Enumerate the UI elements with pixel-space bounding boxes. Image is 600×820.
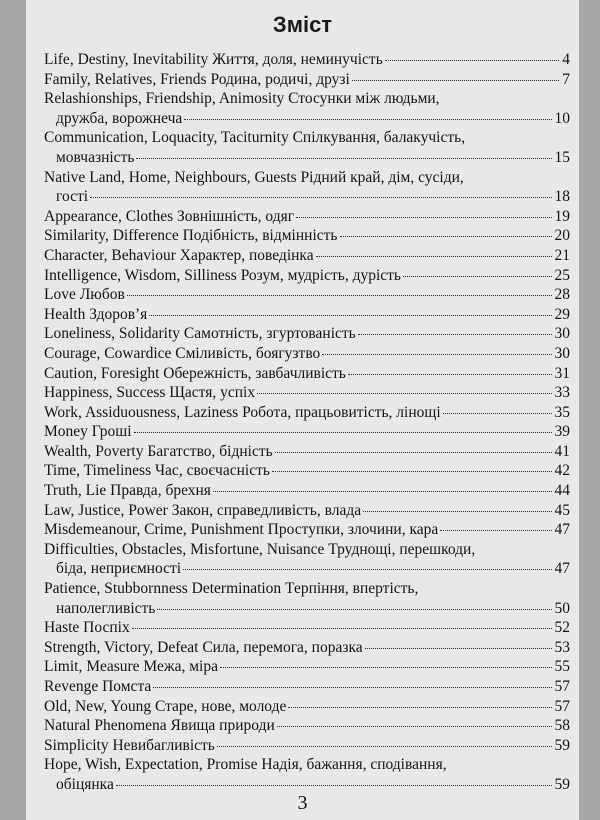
dot-leader	[288, 707, 551, 708]
toc-entry-title-continued: наполегливість	[56, 599, 156, 617]
toc-entry	[44, 364, 570, 384]
toc-page-number: 55	[554, 658, 570, 676]
toc-page-number: 19	[554, 207, 570, 225]
toc-entry	[44, 89, 570, 128]
dot-leader	[136, 158, 551, 159]
toc-entry	[44, 716, 570, 736]
dot-leader	[217, 746, 552, 747]
toc-entry-title: Similarity, Difference Подібність, відмінність	[44, 227, 338, 245]
toc-entry-title: Patience, Stubbornness Determination Терпіння, впертість,	[44, 580, 419, 598]
page-number: 3	[297, 792, 308, 814]
toc-entry	[44, 755, 570, 794]
toc-page-number: 10	[554, 109, 570, 127]
toc-entry-title: Truth, Lie Правда, брехня	[44, 482, 211, 500]
dot-leader	[316, 256, 552, 257]
toc-page-number: 42	[554, 462, 570, 480]
toc-entry-title: Appearance, Clothes Зовнішність, одяг	[44, 207, 295, 225]
toc-entry	[44, 324, 570, 344]
toc-entry-title: Law, Justice, Power Закон, справедливість, влада	[44, 501, 362, 519]
toc-entry-title-continued: дружба, ворожнеча	[56, 109, 183, 127]
toc-entry-title: Difficulties, Obstacles, Misfortune, Nuisance Труднощі, перешкоди,	[44, 540, 476, 558]
toc-entry-title: Simplicity Невибагливість	[44, 736, 215, 754]
toc-page-number: 57	[554, 697, 570, 715]
toc-entry	[44, 246, 570, 266]
toc-entry-title: Hope, Wish, Expectation, Promise Надія, бажання, сподівання,	[44, 756, 447, 774]
toc-entry-title-continued: біда, неприємності	[56, 560, 182, 578]
dot-leader	[358, 334, 552, 335]
toc-page-number: 57	[554, 678, 570, 695]
toc-entry	[44, 50, 570, 70]
toc-entry-title: Caution, Foresight Обережність, завбачливість	[44, 364, 346, 382]
toc-entry-title: Character, Behaviour Характер, поведінка	[44, 246, 314, 264]
toc-entry	[44, 266, 570, 286]
toc-entry	[44, 70, 570, 90]
toc-entry	[44, 579, 570, 618]
page-title: Зміст	[272, 12, 333, 37]
dot-leader	[116, 785, 552, 786]
dot-leader	[213, 491, 552, 492]
toc-entry	[44, 520, 570, 540]
dot-leader	[184, 119, 551, 120]
toc-entry	[44, 461, 570, 481]
toc-entry-title: Limit, Measure Межа, міра	[44, 658, 218, 676]
dot-leader	[352, 80, 559, 81]
toc-page-number: 15	[554, 148, 570, 166]
dot-leader	[257, 393, 551, 394]
toc-page-number: 45	[554, 501, 570, 519]
toc-entry	[44, 128, 570, 167]
dot-leader	[149, 315, 551, 316]
toc-entry-title: Family, Relatives, Friends Родина, родичі, друзі	[44, 70, 350, 88]
toc-page-number: 4	[562, 51, 570, 68]
dot-leader	[348, 374, 552, 375]
toc-entry-title: Time, Timeliness Час, своєчасність	[44, 462, 270, 480]
toc-entry-title: Native Land, Home, Neighbours, Guests Рідний край, дім, сусіди,	[44, 168, 464, 186]
toc-entry	[44, 226, 570, 246]
toc-entry	[44, 403, 570, 423]
dot-leader	[443, 413, 552, 414]
toc-entry	[44, 207, 570, 227]
toc-page-number: 25	[554, 266, 570, 284]
toc-entry-title-continued: обіцянка	[56, 775, 114, 793]
toc-page-number: 31	[554, 364, 570, 382]
dot-leader	[275, 452, 552, 453]
dot-leader	[365, 648, 552, 649]
toc-entry	[44, 344, 570, 364]
toc-entry	[44, 383, 570, 403]
toc-page-number: 28	[554, 286, 570, 304]
toc-page-number: 20	[554, 227, 570, 245]
toc-page-number: 29	[554, 305, 570, 323]
toc-entry	[44, 540, 570, 579]
toc-entry-title: Strength, Victory, Defeat Сила, перемога, поразка	[44, 638, 363, 656]
toc-entry-title: Loneliness, Solidarity Самотність, згуртованість	[44, 325, 356, 343]
dot-leader	[403, 276, 552, 277]
toc-page-number: 30	[554, 325, 570, 343]
toc-page-number: 59	[554, 775, 570, 793]
dot-leader	[277, 726, 552, 727]
toc-entry-title-continued: мовчазність	[56, 148, 135, 166]
dot-leader	[272, 471, 552, 472]
toc-entry	[44, 305, 570, 325]
toc-entry	[44, 422, 570, 442]
dot-leader	[157, 609, 551, 610]
toc-entry-title: Wealth, Poverty Багатство, бідність	[44, 442, 273, 460]
toc-page-number: 59	[554, 736, 570, 754]
toc-page-number: 35	[554, 403, 570, 421]
toc-entry-title: Courage, Cowardice Сміливість, боягузтво	[44, 344, 321, 362]
toc-entry	[44, 442, 570, 462]
toc-entry-title: Relashionships, Friendship, Animosity Стосунки між людьми,	[44, 90, 440, 108]
toc-entry	[44, 736, 570, 756]
toc-entry	[44, 501, 570, 521]
dot-leader	[385, 60, 559, 61]
toc-entry-title: Old, New, Young Старе, нове, молоде	[44, 697, 287, 715]
dot-leader	[340, 236, 552, 237]
toc-entry-title: Money Гроші	[44, 423, 132, 441]
toc-entry	[44, 697, 570, 717]
book-page	[26, 0, 579, 820]
toc-entry-title: Health Здоров’я	[44, 305, 148, 323]
toc-page-number: 52	[554, 619, 570, 637]
toc-page-number: 44	[554, 482, 570, 500]
toc-page-number: 47	[554, 521, 570, 539]
toc-page-number: 50	[554, 599, 570, 617]
dot-leader	[183, 569, 551, 570]
dot-leader	[296, 217, 551, 218]
toc-page-number: 21	[554, 246, 570, 264]
toc-entry-title: Natural Phenomena Явища природи	[44, 717, 275, 735]
dot-leader	[90, 197, 551, 198]
toc-entry	[44, 618, 570, 638]
toc-page-number: 41	[554, 442, 570, 460]
toc-entry-title: Communication, Loquacity, Taciturnity Спілкування, балакучість,	[44, 129, 466, 147]
toc-entry	[44, 168, 570, 207]
table-of-contents	[44, 50, 570, 795]
toc-page-number: 58	[554, 717, 570, 735]
dot-leader	[440, 530, 551, 531]
dot-leader	[153, 687, 551, 688]
toc-entry-title: Love Любов	[44, 286, 125, 304]
toc-page-number: 30	[554, 344, 570, 362]
toc-entry-title: Misdemeanour, Crime, Punishment Проступки, злочини, кара	[44, 521, 439, 539]
toc-entry	[44, 638, 570, 658]
toc-page-number: 39	[554, 423, 570, 441]
toc-entry	[44, 677, 570, 697]
toc-entry-title: Revenge Помста	[44, 678, 152, 695]
dot-leader	[127, 295, 552, 296]
toc-page-number: 7	[562, 70, 570, 88]
toc-entry-title: Intelligence, Wisdom, Silliness Розум, мудрість, дурість	[44, 266, 401, 284]
toc-entry-title: Happiness, Success Щастя, успіх	[44, 384, 256, 402]
toc-entry-title: Haste Поспіх	[44, 619, 130, 637]
toc-page-number: 53	[554, 638, 570, 656]
dot-leader	[132, 628, 552, 629]
dot-leader	[134, 432, 552, 433]
dot-leader	[220, 667, 552, 668]
toc-entry-title-continued: гості	[56, 188, 89, 206]
toc-page-number: 47	[554, 560, 570, 578]
toc-entry	[44, 657, 570, 677]
toc-entry	[44, 285, 570, 305]
toc-entry	[44, 481, 570, 501]
dot-leader	[363, 511, 551, 512]
dot-leader	[322, 354, 551, 355]
toc-page-number: 18	[554, 188, 570, 206]
toc-entry-title: Work, Assiduousness, Laziness Робота, працьовитість, лінощі	[44, 403, 441, 421]
toc-page-number: 33	[554, 384, 570, 402]
toc-entry-title: Life, Destiny, Inevitability Життя, доля, неминучість	[44, 51, 383, 68]
